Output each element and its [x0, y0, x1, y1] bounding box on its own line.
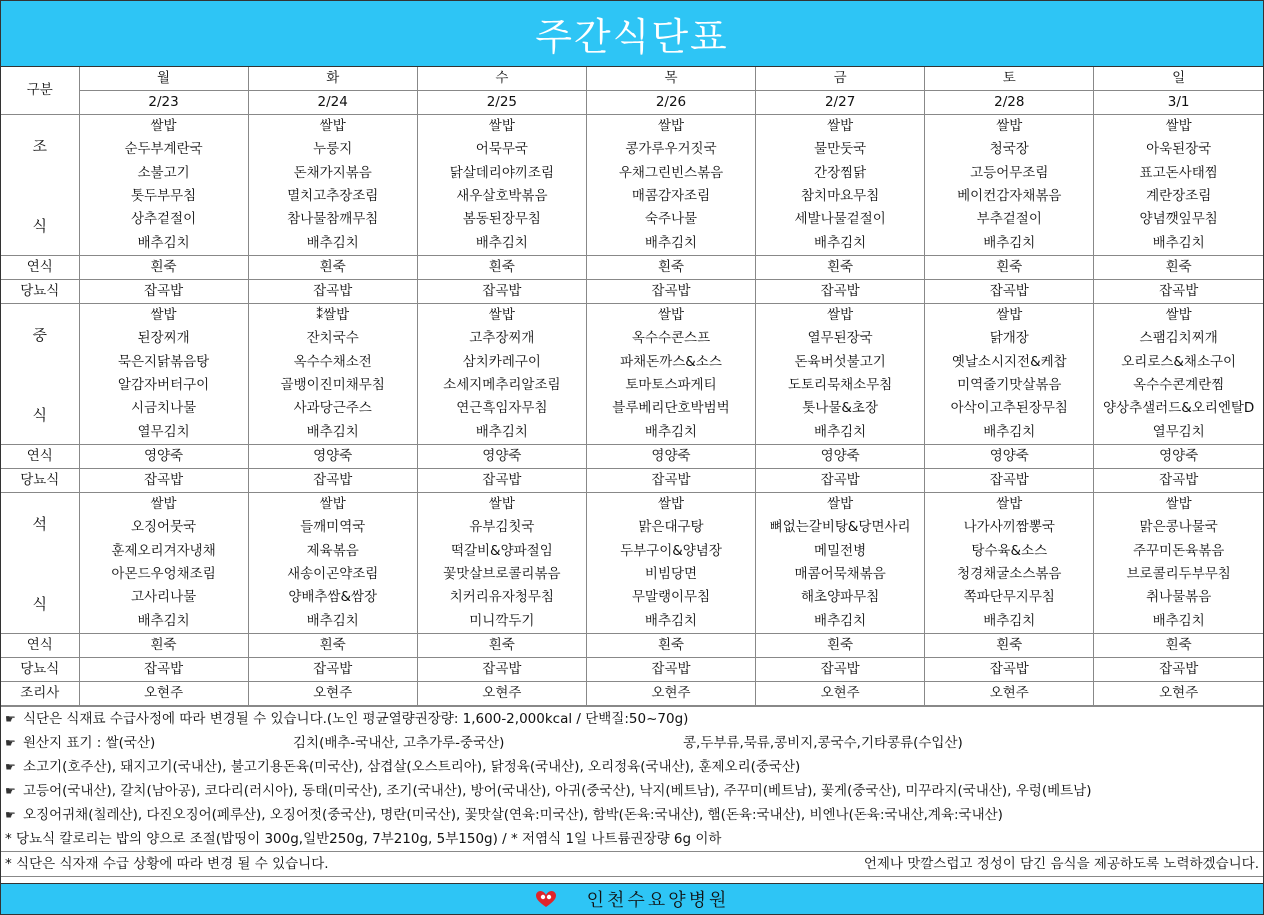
menu-item: 배추김치 [586, 610, 755, 634]
menu-item: 멸치고추장조림 [248, 185, 417, 208]
menu-item: 쪽파단무지무침 [925, 586, 1094, 609]
menu-item: 매콤감자조림 [586, 185, 755, 208]
menu-item: 청경채굴소스볶음 [925, 563, 1094, 586]
menu-item: 쌀밥 [1094, 493, 1263, 517]
cook-name: 오현주 [1094, 682, 1263, 706]
meal-category-char: 조 [32, 137, 47, 155]
menu-item: 영양죽 [756, 445, 925, 469]
menu-item: 맑은대구탕 [586, 516, 755, 539]
menu-item: 쌀밥 [79, 493, 248, 517]
menu-item: 배추김치 [248, 610, 417, 634]
table-row [1, 304, 1263, 328]
menu-item: 잡곡밥 [79, 658, 248, 682]
menu-item: 쌀밥 [1094, 304, 1263, 328]
menu-item: 흰죽 [79, 256, 248, 280]
menu-item: 흰죽 [925, 256, 1094, 280]
soft-diet-row [1, 256, 1263, 280]
menu-item: 옥수수콘스프 [586, 327, 755, 350]
menu-item: 배추김치 [417, 421, 586, 445]
day-header: 토 [925, 67, 1094, 91]
menu-item: 배추김치 [417, 232, 586, 256]
note-line-4: ☛ 고등어(국내산), 갈치(남아공), 코다리(러시아), 동태(미국산), 조기(국내산), 방어(국내산), 아귀(중국산), 낙지(베트남), 주꾸미(베트남), 꽃게(중국산), 미꾸라지(국내산), 우렁(베트남) [1, 779, 1263, 803]
menu-item: 배추김치 [248, 232, 417, 256]
menu-item: 배추김치 [925, 421, 1094, 445]
menu-item: 알감자버터구이 [79, 374, 248, 397]
menu-item: 사과당근주스 [248, 397, 417, 420]
menu-item: 비빔당면 [586, 563, 755, 586]
menu-item: 아삭이고추된장무침 [925, 397, 1094, 420]
menu-item: 배추김치 [1094, 232, 1263, 256]
table-row [1, 138, 1263, 161]
menu-item: 잡곡밥 [1094, 658, 1263, 682]
diabetic-diet-label: 당뇨식 [1, 280, 79, 304]
menu-item: 잡곡밥 [417, 280, 586, 304]
soft-diet-row [1, 445, 1263, 469]
day-header: 수 [417, 67, 586, 91]
table-row [1, 232, 1263, 256]
footer-bar [1, 883, 1263, 914]
menu-item: 잡곡밥 [925, 469, 1094, 493]
weekly-menu-table [1, 67, 1263, 706]
menu-item: 잡곡밥 [756, 469, 925, 493]
menu-item: 쌀밥 [756, 304, 925, 328]
menu-item: 숙주나물 [586, 208, 755, 231]
menu-item: 쌀밥 [586, 493, 755, 517]
menu-item: 오리로스&채소구이 [1094, 351, 1263, 374]
menu-item: 무말랭이무침 [586, 586, 755, 609]
menu-item: 잡곡밥 [1094, 469, 1263, 493]
menu-item: 배추김치 [79, 232, 248, 256]
diabetic-diet-label: 당뇨식 [1, 658, 79, 682]
menu-item: 유부김칫국 [417, 516, 586, 539]
menu-item: 두부구이&양념장 [586, 540, 755, 563]
menu-item: 흰죽 [417, 256, 586, 280]
menu-item: 톳두부무침 [79, 185, 248, 208]
menu-item: 골뱅이진미채무침 [248, 374, 417, 397]
cook-row [1, 682, 1263, 706]
date-header: 2/23 [79, 91, 248, 115]
menu-item: 열무김치 [1094, 421, 1263, 445]
menu-item: 물만둣국 [756, 138, 925, 161]
menu-item: 제육볶음 [248, 540, 417, 563]
meal-category-label [1, 115, 79, 255]
menu-item: 베이컨감자채볶음 [925, 185, 1094, 208]
menu-item: 꽃맛살브로콜리볶음 [417, 563, 586, 586]
header-date-row [1, 91, 1263, 115]
date-header: 2/27 [756, 91, 925, 115]
menu-item: 흰죽 [1094, 634, 1263, 658]
header-day-row [1, 67, 1263, 91]
menu-item: 브로콜리두부무침 [1094, 563, 1263, 586]
soft-diet-label: 연식 [1, 445, 79, 469]
menu-item: 상추겉절이 [79, 208, 248, 231]
menu-item: 들깨미역국 [248, 516, 417, 539]
menu-item: 소세지메추리알조림 [417, 374, 586, 397]
diabetic-diet-row [1, 280, 1263, 304]
menu-item: 양배추쌈&쌈장 [248, 586, 417, 609]
menu-item: 청국장 [925, 138, 1094, 161]
menu-item: 계란장조림 [1094, 185, 1263, 208]
menu-item: 쌀밥 [1094, 115, 1263, 139]
menu-item: 잡곡밥 [248, 658, 417, 682]
table-row [1, 493, 1263, 517]
date-header: 2/26 [586, 91, 755, 115]
meal-category-char: 식 [32, 595, 47, 613]
meal-category-char: 식 [32, 217, 47, 235]
menu-item: 탕수육&소스 [925, 540, 1094, 563]
menu-item: 맑은콩나물국 [1094, 516, 1263, 539]
menu-item: 봄동된장무침 [417, 208, 586, 231]
menu-item: 배추김치 [756, 232, 925, 256]
menu-item: 잡곡밥 [756, 280, 925, 304]
meal-category-char: 석 [32, 515, 47, 533]
menu-item: 잡곡밥 [925, 658, 1094, 682]
menu-item: 취나물볶음 [1094, 586, 1263, 609]
cook-name: 오현주 [417, 682, 586, 706]
meal-category-label [1, 493, 79, 633]
pointing-hand-icon: ☛ [5, 736, 16, 750]
menu-item: 잡곡밥 [79, 469, 248, 493]
menu-item: 영양죽 [925, 445, 1094, 469]
menu-item: 고등어무조림 [925, 162, 1094, 185]
menu-item: 시금치나물 [79, 397, 248, 420]
menu-item: 토마토스파게티 [586, 374, 755, 397]
note-line-2: ☛ 원산지 표기 : 쌀(국산) 김치(배추-국내산, 고추가루-중국산) 콩,두부류,묵류,콩비지,콩국수,기타콩류(수입산) [1, 731, 1263, 755]
cook-name: 오현주 [79, 682, 248, 706]
menu-item: 세발나물겉절이 [756, 208, 925, 231]
meal-category [1, 304, 79, 445]
menu-item: 옥수수채소전 [248, 351, 417, 374]
menu-item: 콩가루우거짓국 [586, 138, 755, 161]
menu-item: 스팸김치찌개 [1094, 327, 1263, 350]
note-line-3: ☛ 소고기(호주산), 돼지고기(국내산), 불고기용돈육(미국산), 삼겹살(오스트리아), 닭정육(국내산), 오리정육(국내산), 훈제오리(중국산) [1, 755, 1263, 779]
menu-item: 배추김치 [756, 610, 925, 634]
menu-item: 우채그린빈스볶음 [586, 162, 755, 185]
menu-item: 새송이곤약조림 [248, 563, 417, 586]
menu-item: 배추김치 [248, 421, 417, 445]
table-row [1, 185, 1263, 208]
menu-item: 쌀밥 [925, 493, 1094, 517]
menu-item: 참치마요무침 [756, 185, 925, 208]
pointing-hand-icon: ☛ [5, 784, 16, 798]
menu-item: 간장찜닭 [756, 162, 925, 185]
menu-item: 흰죽 [756, 256, 925, 280]
menu-item: 쌀밥 [417, 493, 586, 517]
table-row [1, 563, 1263, 586]
pointing-hand-icon: ☛ [5, 760, 16, 774]
menu-item: 닭개장 [925, 327, 1094, 350]
menu-item: 배추김치 [586, 232, 755, 256]
menu-item: 영양죽 [79, 445, 248, 469]
menu-item: 잡곡밥 [79, 280, 248, 304]
menu-item: 메밀전병 [756, 540, 925, 563]
menu-item: 흰죽 [1094, 256, 1263, 280]
soft-diet-label: 연식 [1, 256, 79, 280]
menu-item: 흰죽 [586, 634, 755, 658]
meal-category [1, 115, 79, 256]
table-row [1, 327, 1263, 350]
menu-item: 나가사끼짬뽕국 [925, 516, 1094, 539]
hospital-logo-icon [535, 890, 557, 908]
menu-item: 훈제오리겨자냉채 [79, 540, 248, 563]
cook-name: 오현주 [586, 682, 755, 706]
menu-item: 배추김치 [586, 421, 755, 445]
category-header: 구분 [1, 67, 79, 115]
menu-item: 쌀밥 [417, 304, 586, 328]
menu-item: 영양죽 [248, 445, 417, 469]
menu-item: 참나물참깨무침 [248, 208, 417, 231]
menu-item: 떡갈비&양파절임 [417, 540, 586, 563]
soft-diet-label: 연식 [1, 634, 79, 658]
menu-item: 쌀밥 [417, 115, 586, 139]
menu-item: 흰죽 [417, 634, 586, 658]
pointing-hand-icon: ☛ [5, 808, 16, 822]
day-header: 일 [1094, 67, 1263, 91]
table-row [1, 208, 1263, 231]
table-row [1, 421, 1263, 445]
menu-item: 쌀밥 [756, 493, 925, 517]
table-row [1, 516, 1263, 539]
menu-item: 톳나물&초장 [756, 397, 925, 420]
menu-item: 영양죽 [586, 445, 755, 469]
menu-item: 쌀밥 [79, 115, 248, 139]
menu-item: 아욱된장국 [1094, 138, 1263, 161]
menu-item: 파채돈까스&소스 [586, 351, 755, 374]
menu-item: 주꾸미돈육볶음 [1094, 540, 1263, 563]
menu-item: 누룽지 [248, 138, 417, 161]
meal-category [1, 493, 79, 634]
menu-item: 잡곡밥 [586, 280, 755, 304]
menu-item: 아몬드우엉채조림 [79, 563, 248, 586]
menu-item: 옛날소시지전&케찹 [925, 351, 1094, 374]
diabetic-diet-label: 당뇨식 [1, 469, 79, 493]
menu-item: ⁑쌀밥 [248, 304, 417, 328]
table-row [1, 374, 1263, 397]
menu-item: 잡곡밥 [586, 658, 755, 682]
menu-item: 돈채가지볶음 [248, 162, 417, 185]
hospital-name: 인천수요양병원 [586, 890, 730, 911]
date-header: 2/24 [248, 91, 417, 115]
menu-item: 쌀밥 [925, 304, 1094, 328]
menu-item: 배추김치 [756, 421, 925, 445]
menu-item: 오징어뭇국 [79, 516, 248, 539]
soft-diet-row [1, 634, 1263, 658]
day-header: 월 [79, 67, 248, 91]
menu-item: 미역줄기맛살볶음 [925, 374, 1094, 397]
date-header: 2/25 [417, 91, 586, 115]
menu-item: 미니깍두기 [417, 610, 586, 634]
menu-item: 배추김치 [79, 610, 248, 634]
meal-category-char: 식 [32, 406, 47, 424]
date-header: 2/28 [925, 91, 1094, 115]
menu-item: 쌀밥 [756, 115, 925, 139]
menu-item: 표고돈사태찜 [1094, 162, 1263, 185]
menu-item: 블루베리단호박범벅 [586, 397, 755, 420]
menu-item: 고사리나물 [79, 586, 248, 609]
menu-item: 영양죽 [417, 445, 586, 469]
menu-item: 잡곡밥 [248, 469, 417, 493]
menu-item: 쌀밥 [925, 115, 1094, 139]
page-title: 주간식단표 [1, 1, 1263, 67]
menu-item: 흰죽 [925, 634, 1094, 658]
menu-item: 열무김치 [79, 421, 248, 445]
day-header: 금 [756, 67, 925, 91]
cook-label: 조리사 [1, 682, 79, 706]
menu-item: 뼈없는갈비탕&당면사리 [756, 516, 925, 539]
table-row [1, 397, 1263, 420]
menu-item: 삼치카레구이 [417, 351, 586, 374]
menu-item: 배추김치 [925, 232, 1094, 256]
menu-item: 새우살호박볶음 [417, 185, 586, 208]
menu-item: 열무된장국 [756, 327, 925, 350]
menu-item: 쌀밥 [79, 304, 248, 328]
menu-item: 어묵무국 [417, 138, 586, 161]
menu-item: 잡곡밥 [1094, 280, 1263, 304]
diabetic-diet-row [1, 658, 1263, 682]
notes-section [1, 706, 1263, 877]
menu-item: 흰죽 [248, 634, 417, 658]
cook-name: 오현주 [925, 682, 1094, 706]
menu-item: 잡곡밥 [417, 469, 586, 493]
pointing-hand-icon: ☛ [5, 712, 16, 726]
note-line-7: * 식단은 식자재 수급 상황에 따라 변경 될 수 있습니다. 언제나 맛깔스럽고 정성이 담긴 음식을 제공하도록 노력하겠습니다. [1, 852, 1263, 877]
menu-item: 잔치국수 [248, 327, 417, 350]
table-row [1, 540, 1263, 563]
table-row [1, 162, 1263, 185]
date-header: 3/1 [1094, 91, 1263, 115]
menu-item: 흰죽 [756, 634, 925, 658]
menu-item: 도토리묵채소무침 [756, 374, 925, 397]
menu-item: 연근흑임자무침 [417, 397, 586, 420]
menu-item: 쌀밥 [586, 304, 755, 328]
cook-name: 오현주 [756, 682, 925, 706]
menu-item: 배추김치 [925, 610, 1094, 634]
menu-item: 잡곡밥 [756, 658, 925, 682]
day-header: 목 [586, 67, 755, 91]
menu-item: 묵은지닭볶음탕 [79, 351, 248, 374]
menu-item: 흰죽 [248, 256, 417, 280]
menu-item: 잡곡밥 [248, 280, 417, 304]
note-line-1: ☛ 식단은 식재료 수급사정에 따라 변경될 수 있습니다.(노인 평균열량권장량: 1,600-2,000kcal / 단백질:50~70g) [1, 707, 1263, 731]
menu-item: 돈육버섯불고기 [756, 351, 925, 374]
note-line-6: * 당뇨식 칼로리는 밥의 양으로 조절(밥띵이 300g,일반250g, 7부210g, 5부150g) / * 저염식 1일 나트륨권장량 6g 이하 [1, 827, 1263, 852]
cook-name: 오현주 [248, 682, 417, 706]
menu-item: 양상추샐러드&오리엔탈D [1094, 397, 1263, 420]
menu-item: 잡곡밥 [925, 280, 1094, 304]
meal-category-char: 중 [32, 326, 47, 344]
menu-item: 흰죽 [586, 256, 755, 280]
menu-item: 흰죽 [79, 634, 248, 658]
menu-item: 쌀밥 [248, 493, 417, 517]
meal-category-label [1, 304, 79, 444]
menu-item: 닭살데리야끼조림 [417, 162, 586, 185]
table-row [1, 351, 1263, 374]
table-row [1, 115, 1263, 139]
table-row [1, 610, 1263, 634]
diabetic-diet-row [1, 469, 1263, 493]
menu-item: 매콤어묵채볶음 [756, 563, 925, 586]
menu-item: 잡곡밥 [586, 469, 755, 493]
menu-item: 쌀밥 [586, 115, 755, 139]
menu-item: 부추겉절이 [925, 208, 1094, 231]
menu-item: 순두부계란국 [79, 138, 248, 161]
menu-item: 잡곡밥 [417, 658, 586, 682]
menu-item: 양념깻잎무침 [1094, 208, 1263, 231]
menu-item: 해초양파무침 [756, 586, 925, 609]
menu-item: 옥수수콘계란찜 [1094, 374, 1263, 397]
menu-item: 영양죽 [1094, 445, 1263, 469]
day-header: 화 [248, 67, 417, 91]
menu-item: 소불고기 [79, 162, 248, 185]
menu-item: 치커리유자청무침 [417, 586, 586, 609]
menu-item: 배추김치 [1094, 610, 1263, 634]
table-row [1, 586, 1263, 609]
menu-item: 고추장찌개 [417, 327, 586, 350]
menu-item: 쌀밥 [248, 115, 417, 139]
note-line-5: ☛ 오징어귀채(칠레산), 다진오징어(페루산), 오징어젓(중국산), 명란(미국산), 꽃맛살(연육:미국산), 함박(돈육:국내산), 햄(돈육:국내산), 비엔나(돈육:국내산,계육:국내산) [1, 803, 1263, 827]
menu-item: 된장찌개 [79, 327, 248, 350]
